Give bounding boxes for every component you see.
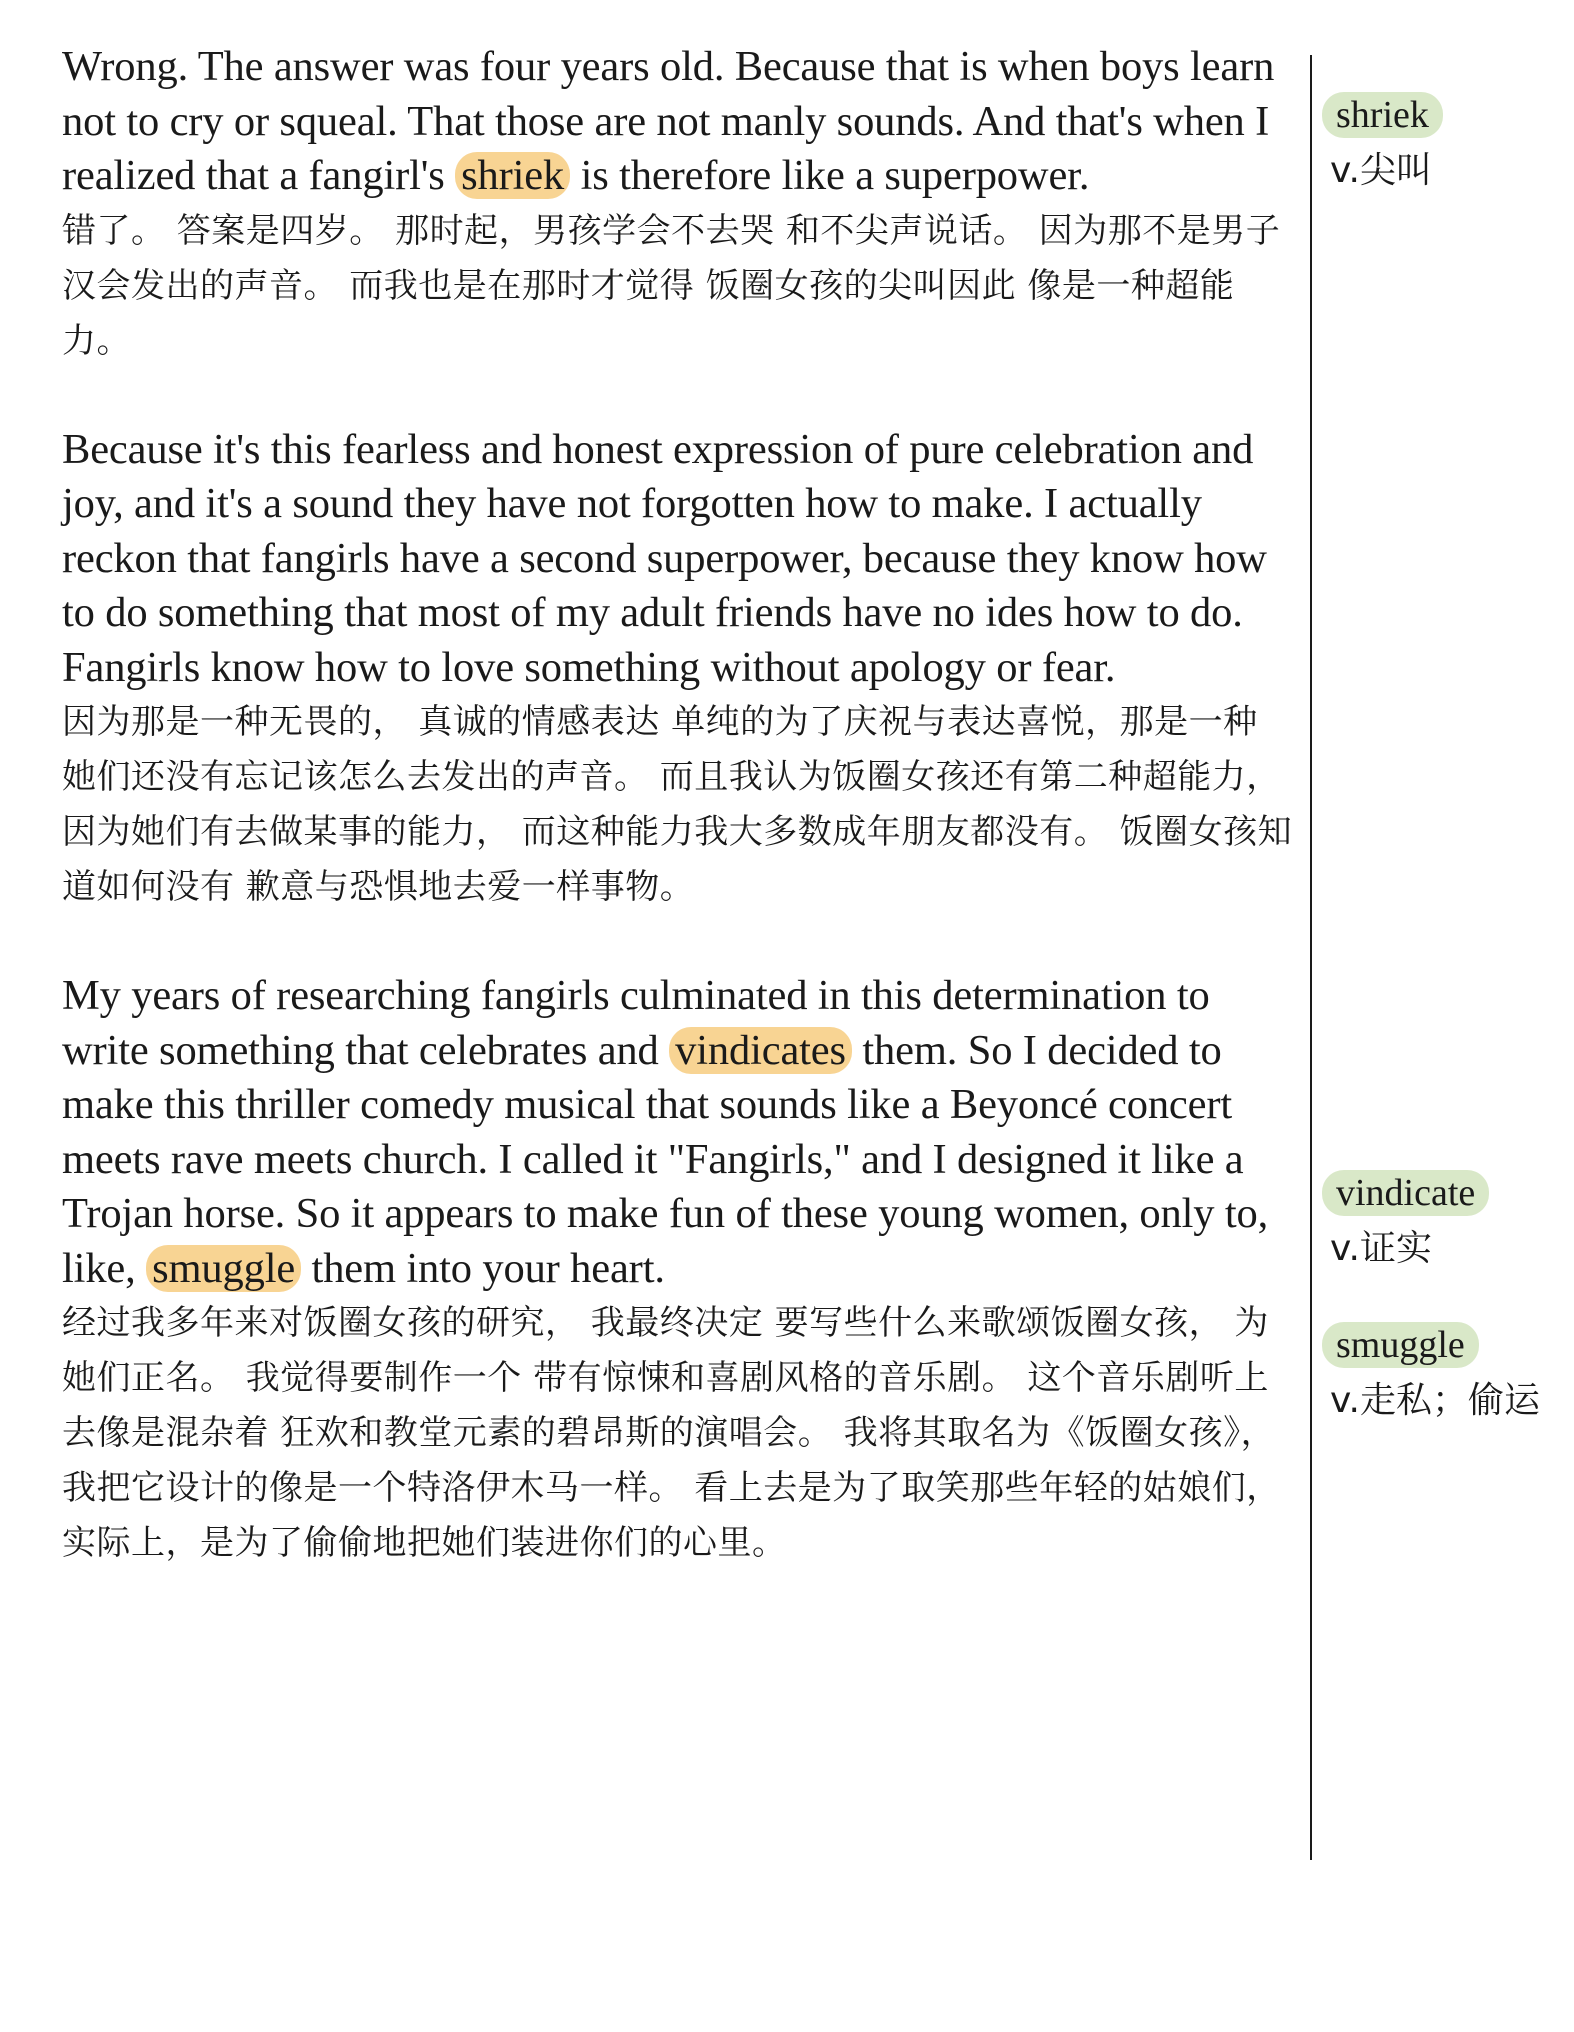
paragraph-3 xyxy=(62,969,1302,1571)
text-span: them into your heart. xyxy=(301,1244,665,1292)
vocab-definition: v.尖叫 xyxy=(1330,150,1432,191)
text-span: them. So I decided to make this thriller comedy musical that sounds like a Beyoncé concert meets rave meets church. I called it "Fangirls," and I designed it like a Trojan horse. So it appears to make fun of these young women, only to, like, xyxy=(62,1026,1269,1292)
vocab-definition: v.证实 xyxy=(1330,1228,1432,1269)
highlighted-word[interactable]: shriek xyxy=(455,152,570,199)
vocab-note-smuggle xyxy=(1322,1322,1572,1430)
english-text xyxy=(62,40,1302,204)
chinese-translation: 经过我多年来对饭圈女孩的研究， 我最终决定 要写些什么来歌颂饭圈女孩， 为她们正名。 我觉得要制作一个 带有惊悚和喜剧风格的音乐剧。 这个音乐剧听上去像是混杂着 狂欢和教堂元素的碧昂斯的演唱会。 我将其取名为《饭圈女孩》， 我把它设计的像是一个特洛伊木马一样。 看上去是为了取笑那些年轻的姑娘们， 实际上，是为了偷偷地把她们装进你们的心里。 xyxy=(62,1303,1281,1563)
vocab-note-shriek xyxy=(1322,92,1572,200)
text-span: Wrong. The answer was four years old. Because that is when boys learn not to cry or squeal. That those are not manly sounds. And that's when I realized that a fangirl's xyxy=(62,43,1275,199)
paragraph-1 xyxy=(62,40,1302,369)
highlighted-word[interactable]: vindicates xyxy=(669,1027,852,1074)
vocab-notes xyxy=(1322,0,1574,2032)
vocab-word[interactable]: shriek xyxy=(1322,92,1443,138)
chinese-translation: 因为那是一种无畏的， 真诚的情感表达 单纯的为了庆祝与表达喜悦，那是一种 她们还没有忘记该怎么去发出的声音。 而且我认为饭圈女孩还有第二种超能力， 因为她们有去做某事的能力， 而这种能力我大多数成年朋友都没有。 饭圈女孩知道如何没有 歉意与恐惧地去爱一样事物。 xyxy=(62,702,1293,907)
highlighted-word[interactable]: smuggle xyxy=(146,1245,301,1292)
margin-divider xyxy=(1310,55,1312,1860)
text-span: is therefore like a superpower. xyxy=(570,152,1090,199)
vocab-word[interactable]: smuggle xyxy=(1322,1322,1479,1368)
text-span: My years of researching fangirls culminated in this determination to write something that celebrates and xyxy=(62,972,1210,1074)
text-span: Because it's this fearless and honest expression of pure celebration and joy, and it's a sound they have not forgotten how to make. I actually reckon that fangirls have a second superpower, because they know how to do something that most of my adult friends have no ides how to do. Fangirls know how to love something without apology or fear. xyxy=(62,425,1267,691)
english-text xyxy=(62,423,1302,696)
main-text xyxy=(62,40,1302,1571)
paragraph-2 xyxy=(62,423,1302,916)
english-text xyxy=(62,969,1302,1296)
vocab-word[interactable]: vindicate xyxy=(1322,1170,1489,1216)
chinese-translation: 错了。 答案是四岁。 那时起，男孩学会不去哭 和不尖声说话。 因为那不是男子汉会发出的声音。 而我也是在那时才觉得 饭圈女孩的尖叫因此 像是一种超能力。 xyxy=(62,210,1281,361)
vocab-definition: v.走私；偷运 xyxy=(1330,1380,1540,1421)
vocab-note-vindicate xyxy=(1322,1170,1572,1278)
